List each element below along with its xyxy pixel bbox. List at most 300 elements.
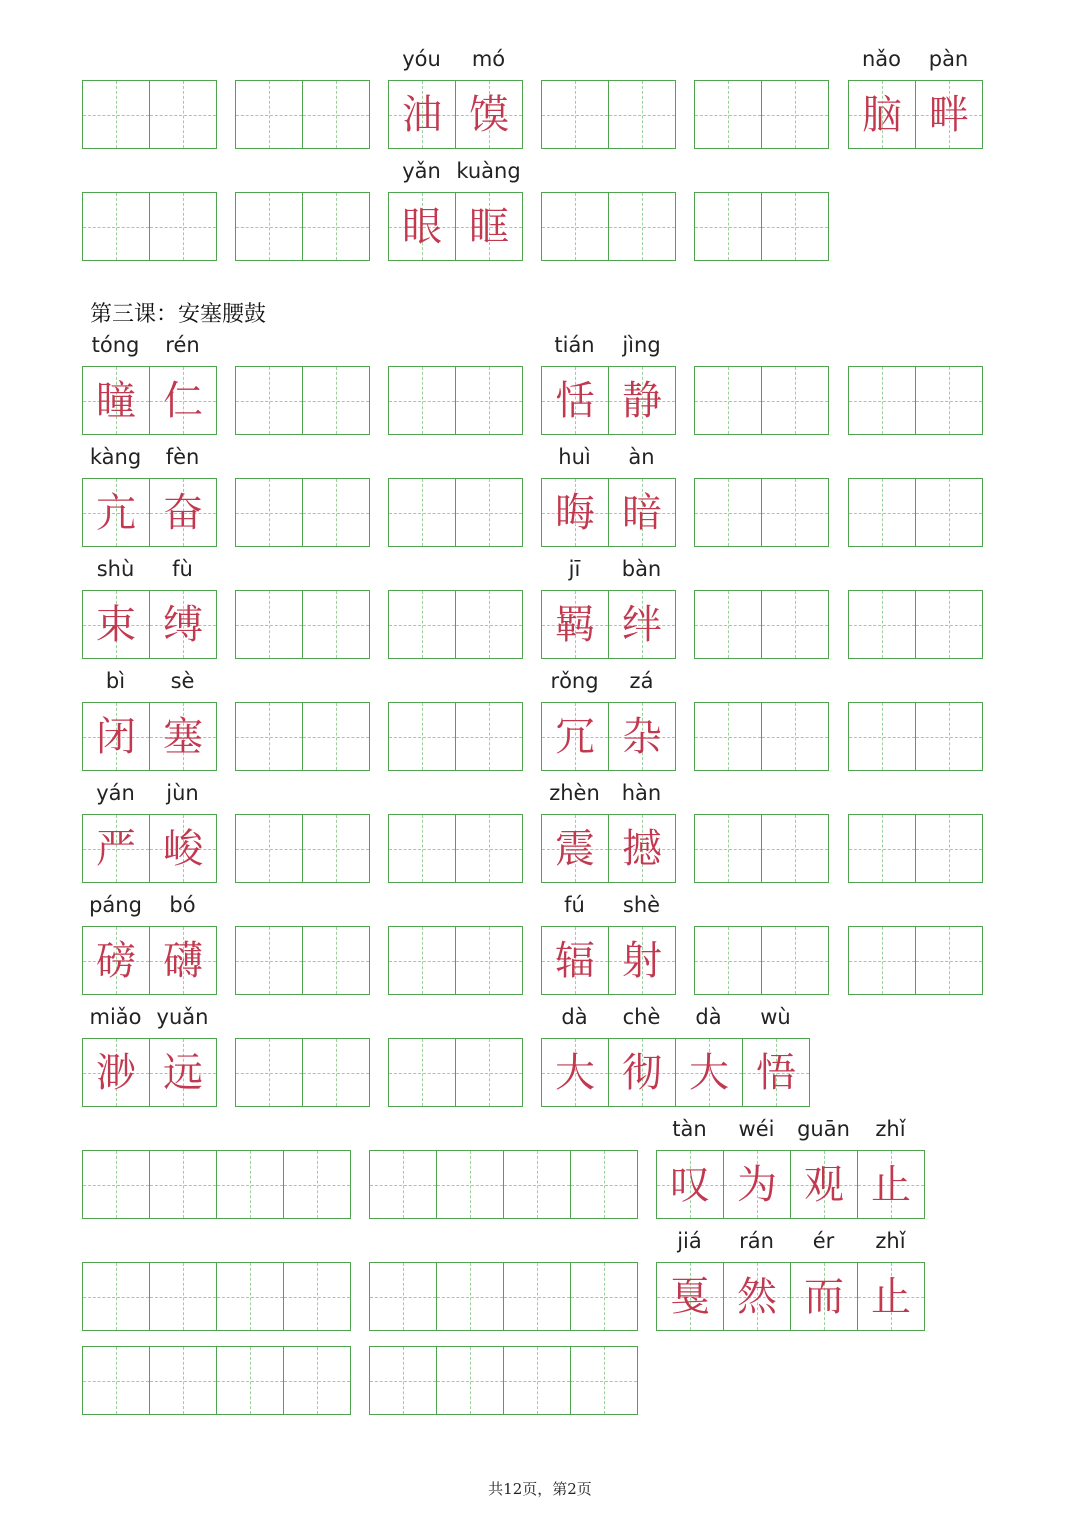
tianzige-cell: [657, 1263, 724, 1330]
blank-tianzige-cell[interactable]: [456, 479, 523, 546]
blank-tianzige-cell[interactable]: [849, 703, 916, 770]
blank-tianzige-cell[interactable]: [916, 927, 983, 994]
tianzige-cell: [456, 193, 523, 260]
blank-tianzige-cell[interactable]: [762, 591, 829, 658]
hanzi-character: 大: [555, 1049, 595, 1096]
hanzi-character: 冗: [555, 713, 595, 760]
blank-practice-grid: [388, 702, 523, 771]
blank-tianzige-cell[interactable]: [762, 367, 829, 434]
tianzige-cell: [609, 703, 676, 770]
blank-tianzige-cell[interactable]: [303, 815, 370, 882]
blank-practice-grid: [694, 80, 829, 149]
blank-practice-grid: [848, 926, 983, 995]
blank-tianzige-cell[interactable]: [437, 1347, 504, 1414]
hanzi-character: 瞳: [96, 377, 136, 424]
hanzi-character: 缚: [163, 601, 203, 648]
tianzige-cell: [389, 193, 456, 260]
blank-tianzige-cell[interactable]: [916, 703, 983, 770]
hanzi-character: 然: [737, 1273, 777, 1320]
blank-tianzige-cell[interactable]: [849, 367, 916, 434]
pinyin-row: [656, 1114, 924, 1144]
blank-tianzige-cell[interactable]: [456, 927, 523, 994]
blank-practice-grid: [388, 814, 523, 883]
tianzige-cell: [83, 815, 150, 882]
pinyin-label: shù: [96, 557, 135, 581]
pinyin-row: [541, 330, 675, 360]
hanzi-character: 止: [871, 1273, 911, 1320]
pinyin-label: miǎo: [89, 1005, 142, 1029]
blank-tianzige-cell[interactable]: [236, 703, 303, 770]
tianzige-cell: [542, 591, 609, 658]
hanzi-character: 叹: [670, 1161, 710, 1208]
blank-practice-grid: [388, 590, 523, 659]
blank-practice-grid: [388, 366, 523, 435]
hanzi-character: 严: [96, 825, 136, 872]
tianzige-cell: [542, 1039, 609, 1106]
pinyin-label: bì: [105, 669, 126, 693]
hanzi-character: 闭: [96, 713, 136, 760]
blank-practice-grid: [235, 366, 370, 435]
blank-tianzige-cell[interactable]: [456, 1039, 523, 1106]
hanzi-character: 馍: [469, 91, 509, 138]
pinyin-label: wù: [760, 1005, 791, 1029]
hanzi-character: 羁: [555, 601, 595, 648]
blank-tianzige-cell[interactable]: [284, 1347, 351, 1414]
tianzige-cell: [858, 1151, 925, 1218]
blank-tianzige-cell[interactable]: [236, 479, 303, 546]
blank-tianzige-cell[interactable]: [150, 1347, 217, 1414]
pinyin-label: páng: [89, 893, 142, 917]
pinyin-label: kàng: [89, 445, 142, 469]
word-grid: [82, 669, 217, 771]
pinyin-label: hàn: [621, 781, 662, 805]
blank-tianzige-cell[interactable]: [571, 1263, 638, 1330]
tianzige-cell: [389, 81, 456, 148]
hanzi-character: 束: [96, 601, 136, 648]
pinyin-label: bàn: [621, 557, 662, 581]
blank-tianzige-cell[interactable]: [504, 1263, 571, 1330]
pinyin-label: sè: [170, 669, 195, 693]
pinyin-label: rǒng: [550, 669, 599, 693]
tianzige-cell: [609, 1039, 676, 1106]
tianzige-cell: [609, 815, 676, 882]
hanzi-character: 止: [871, 1161, 911, 1208]
blank-tianzige-cell[interactable]: [217, 1151, 284, 1218]
hanzi-character: 而: [804, 1273, 844, 1320]
blank-tianzige-cell[interactable]: [695, 479, 762, 546]
pinyin-label: rén: [165, 333, 200, 357]
blank-tianzige-cell[interactable]: [456, 815, 523, 882]
blank-tianzige-cell[interactable]: [762, 193, 829, 260]
blank-practice-grid: [82, 1150, 351, 1219]
pinyin-label: tàn: [672, 1117, 707, 1141]
pinyin-label: wéi: [738, 1117, 775, 1141]
blank-tianzige-cell[interactable]: [370, 1151, 437, 1218]
hanzi-character: 仁: [163, 377, 203, 424]
blank-tianzige-cell[interactable]: [762, 927, 829, 994]
hanzi-character: 震: [555, 825, 595, 872]
pinyin-label: mó: [471, 47, 506, 71]
tianzige-cell: [150, 479, 217, 546]
tianzige-cell: [791, 1263, 858, 1330]
hanzi-character: 悟: [756, 1049, 796, 1096]
blank-tianzige-cell[interactable]: [456, 591, 523, 658]
word-grid: [848, 47, 983, 149]
blank-tianzige-cell[interactable]: [389, 591, 456, 658]
blank-tianzige-cell[interactable]: [571, 1151, 638, 1218]
hanzi-character: 奋: [163, 489, 203, 536]
blank-tianzige-cell[interactable]: [609, 193, 676, 260]
blank-tianzige-cell[interactable]: [303, 703, 370, 770]
pinyin-row: [541, 1002, 809, 1032]
blank-tianzige-cell[interactable]: [849, 927, 916, 994]
blank-practice-grid: [82, 80, 217, 149]
blank-tianzige-cell[interactable]: [236, 1039, 303, 1106]
tianzige-cell: [724, 1151, 791, 1218]
pinyin-label: yán: [96, 781, 135, 805]
blank-practice-grid: [235, 192, 370, 261]
pinyin-row: [82, 778, 216, 808]
hanzi-character: 晦: [555, 489, 595, 536]
pinyin-row: [848, 44, 982, 74]
pinyin-row: [541, 442, 675, 472]
blank-tianzige-cell[interactable]: [849, 815, 916, 882]
hanzi-character: 绊: [622, 601, 662, 648]
blank-tianzige-cell[interactable]: [542, 81, 609, 148]
tianzige-cell: [724, 1263, 791, 1330]
blank-tianzige-cell[interactable]: [542, 193, 609, 260]
blank-tianzige-cell[interactable]: [150, 1263, 217, 1330]
blank-tianzige-cell[interactable]: [762, 815, 829, 882]
tianzige-cell: [150, 703, 217, 770]
blank-practice-grid: [848, 478, 983, 547]
word-grid: [541, 557, 676, 659]
blank-tianzige-cell[interactable]: [389, 367, 456, 434]
tianzige-cell: [83, 1039, 150, 1106]
hanzi-character: 眼: [402, 203, 442, 250]
blank-practice-grid: [369, 1346, 638, 1415]
blank-tianzige-cell[interactable]: [236, 193, 303, 260]
pinyin-row: [82, 442, 216, 472]
tianzige-cell: [743, 1039, 810, 1106]
hanzi-character: 畔: [929, 91, 969, 138]
tianzige-cell: [150, 927, 217, 994]
pinyin-label: chè: [622, 1005, 661, 1029]
blank-tianzige-cell[interactable]: [916, 367, 983, 434]
blank-tianzige-cell[interactable]: [456, 703, 523, 770]
tianzige-cell: [849, 81, 916, 148]
pinyin-label: dà: [561, 1005, 588, 1029]
tianzige-cell: [83, 703, 150, 770]
hanzi-character: 彻: [622, 1049, 662, 1096]
blank-tianzige-cell[interactable]: [150, 1151, 217, 1218]
blank-tianzige-cell[interactable]: [284, 1151, 351, 1218]
pinyin-row: [82, 1002, 216, 1032]
blank-tianzige-cell[interactable]: [303, 927, 370, 994]
hanzi-character: 油: [402, 91, 442, 138]
pinyin-label: fù: [172, 557, 193, 581]
hanzi-character: 亢: [96, 489, 136, 536]
tianzige-cell: [150, 367, 217, 434]
tianzige-cell: [609, 591, 676, 658]
tianzige-cell: [542, 703, 609, 770]
pinyin-row: [541, 890, 675, 920]
tianzige-cell: [542, 927, 609, 994]
blank-tianzige-cell[interactable]: [695, 927, 762, 994]
pinyin-label: tián: [554, 333, 595, 357]
hanzi-character: 峻: [163, 825, 203, 872]
blank-practice-grid: [82, 1346, 351, 1415]
blank-practice-grid: [235, 814, 370, 883]
pinyin-label: zhèn: [549, 781, 600, 805]
blank-tianzige-cell[interactable]: [150, 81, 217, 148]
pinyin-label: ér: [812, 1229, 835, 1253]
pinyin-row: [541, 666, 675, 696]
pinyin-label: tóng: [91, 333, 140, 357]
pinyin-label: kuàng: [456, 159, 521, 183]
pinyin-label: fèn: [165, 445, 200, 469]
pinyin-row: [388, 44, 522, 74]
hanzi-character: 大: [689, 1049, 729, 1096]
blank-practice-grid: [235, 926, 370, 995]
hanzi-character: 礴: [163, 937, 203, 984]
tianzige-cell: [83, 927, 150, 994]
hanzi-character: 暗: [622, 489, 662, 536]
blank-tianzige-cell[interactable]: [504, 1347, 571, 1414]
blank-tianzige-cell[interactable]: [762, 479, 829, 546]
blank-tianzige-cell[interactable]: [456, 367, 523, 434]
blank-practice-grid: [82, 1262, 351, 1331]
pinyin-row: [541, 554, 675, 584]
page-footer: 共12页，第2页: [488, 1480, 592, 1498]
word-grid: [388, 47, 523, 149]
hanzi-character: 眶: [469, 203, 509, 250]
blank-tianzige-cell[interactable]: [83, 1151, 150, 1218]
blank-tianzige-cell[interactable]: [849, 591, 916, 658]
blank-practice-grid: [694, 926, 829, 995]
pinyin-label: yuǎn: [156, 1005, 209, 1029]
blank-tianzige-cell[interactable]: [370, 1263, 437, 1330]
word-grid: [388, 159, 523, 261]
tianzige-cell: [83, 591, 150, 658]
hanzi-character: 塞: [163, 713, 203, 760]
hanzi-character: 恬: [555, 377, 595, 424]
blank-tianzige-cell[interactable]: [695, 193, 762, 260]
blank-tianzige-cell[interactable]: [389, 479, 456, 546]
pinyin-row: [541, 778, 675, 808]
word-grid: [82, 1005, 217, 1107]
blank-tianzige-cell[interactable]: [83, 193, 150, 260]
tianzige-cell: [542, 815, 609, 882]
blank-practice-grid: [848, 590, 983, 659]
word-grid: [541, 893, 676, 995]
blank-practice-grid: [541, 80, 676, 149]
word-grid: [541, 781, 676, 883]
tianzige-cell: [83, 367, 150, 434]
pinyin-label: huì: [558, 445, 591, 469]
pinyin-label: jùn: [166, 781, 199, 805]
blank-practice-grid: [388, 478, 523, 547]
pinyin-label: yǎn: [402, 159, 441, 183]
blank-tianzige-cell[interactable]: [437, 1151, 504, 1218]
blank-tianzige-cell[interactable]: [762, 703, 829, 770]
blank-tianzige-cell[interactable]: [389, 927, 456, 994]
tianzige-cell: [542, 479, 609, 546]
blank-practice-grid: [82, 192, 217, 261]
pinyin-label: dà: [695, 1005, 722, 1029]
blank-tianzige-cell[interactable]: [236, 927, 303, 994]
tianzige-cell: [858, 1263, 925, 1330]
word-grid: [82, 557, 217, 659]
blank-tianzige-cell[interactable]: [236, 367, 303, 434]
blank-tianzige-cell[interactable]: [916, 591, 983, 658]
pinyin-label: yóu: [402, 47, 441, 71]
blank-tianzige-cell[interactable]: [916, 479, 983, 546]
hanzi-character: 脑: [862, 91, 902, 138]
blank-tianzige-cell[interactable]: [695, 367, 762, 434]
tianzige-cell: [83, 479, 150, 546]
blank-practice-grid: [541, 192, 676, 261]
word-grid: [541, 1005, 810, 1107]
tianzige-cell: [791, 1151, 858, 1218]
blank-tianzige-cell[interactable]: [762, 81, 829, 148]
blank-practice-grid: [694, 192, 829, 261]
pinyin-label: zhǐ: [875, 1117, 906, 1141]
blank-tianzige-cell[interactable]: [389, 815, 456, 882]
blank-tianzige-cell[interactable]: [504, 1151, 571, 1218]
blank-tianzige-cell[interactable]: [303, 591, 370, 658]
blank-tianzige-cell[interactable]: [236, 815, 303, 882]
blank-practice-grid: [848, 366, 983, 435]
blank-tianzige-cell[interactable]: [695, 703, 762, 770]
blank-practice-grid: [848, 702, 983, 771]
pinyin-label: shè: [622, 893, 661, 917]
blank-practice-grid: [235, 590, 370, 659]
pinyin-label: zhǐ: [875, 1229, 906, 1253]
blank-tianzige-cell[interactable]: [83, 1263, 150, 1330]
blank-practice-grid: [235, 478, 370, 547]
word-grid: [82, 333, 217, 435]
hanzi-character: 辐: [555, 937, 595, 984]
pinyin-row: [656, 1226, 924, 1256]
pinyin-row: [82, 890, 216, 920]
pinyin-label: jī: [568, 557, 581, 581]
blank-tianzige-cell[interactable]: [236, 81, 303, 148]
hanzi-character: 观: [804, 1161, 844, 1208]
blank-tianzige-cell[interactable]: [217, 1263, 284, 1330]
tianzige-cell: [676, 1039, 743, 1106]
word-grid: [656, 1117, 925, 1219]
word-grid: [541, 333, 676, 435]
hanzi-character: 静: [622, 377, 662, 424]
blank-tianzige-cell[interactable]: [150, 193, 217, 260]
blank-tianzige-cell[interactable]: [83, 1347, 150, 1414]
blank-tianzige-cell[interactable]: [695, 815, 762, 882]
blank-practice-grid: [694, 590, 829, 659]
tianzige-cell: [657, 1151, 724, 1218]
pinyin-label: jìng: [622, 333, 661, 357]
hanzi-character: 射: [622, 937, 662, 984]
blank-tianzige-cell[interactable]: [437, 1263, 504, 1330]
blank-tianzige-cell[interactable]: [303, 367, 370, 434]
blank-practice-grid: [235, 80, 370, 149]
pinyin-label: fú: [564, 893, 585, 917]
pinyin-label: pàn: [928, 47, 969, 71]
blank-tianzige-cell[interactable]: [389, 703, 456, 770]
blank-practice-grid: [369, 1150, 638, 1219]
blank-tianzige-cell[interactable]: [849, 479, 916, 546]
blank-tianzige-cell[interactable]: [571, 1347, 638, 1414]
tianzige-cell: [150, 591, 217, 658]
hanzi-character: 戛: [670, 1273, 710, 1320]
blank-practice-grid: [388, 926, 523, 995]
pinyin-row: [388, 156, 522, 186]
word-grid: [82, 893, 217, 995]
pinyin-label: zá: [629, 669, 654, 693]
blank-tianzige-cell[interactable]: [303, 1039, 370, 1106]
tianzige-cell: [150, 1039, 217, 1106]
blank-practice-grid: [388, 1038, 523, 1107]
pinyin-row: [82, 554, 216, 584]
pinyin-label: jiá: [677, 1229, 702, 1253]
tianzige-cell: [609, 479, 676, 546]
word-grid: [82, 781, 217, 883]
blank-tianzige-cell[interactable]: [695, 81, 762, 148]
pinyin-label: rán: [739, 1229, 774, 1253]
hanzi-character: 渺: [96, 1049, 136, 1096]
blank-practice-grid: [694, 814, 829, 883]
blank-practice-grid: [369, 1262, 638, 1331]
blank-practice-grid: [694, 366, 829, 435]
pinyin-label: bó: [169, 893, 196, 917]
pinyin-label: àn: [628, 445, 655, 469]
blank-tianzige-cell[interactable]: [217, 1347, 284, 1414]
tianzige-cell: [542, 367, 609, 434]
blank-tianzige-cell[interactable]: [389, 1039, 456, 1106]
blank-practice-grid: [848, 814, 983, 883]
pinyin-label: nǎo: [861, 47, 902, 71]
tianzige-cell: [916, 81, 983, 148]
blank-tianzige-cell[interactable]: [609, 81, 676, 148]
blank-tianzige-cell[interactable]: [284, 1263, 351, 1330]
blank-tianzige-cell[interactable]: [303, 193, 370, 260]
blank-tianzige-cell[interactable]: [303, 479, 370, 546]
tianzige-cell: [456, 81, 523, 148]
hanzi-character: 撼: [622, 825, 662, 872]
blank-practice-grid: [235, 1038, 370, 1107]
word-grid: [656, 1229, 925, 1331]
blank-tianzige-cell[interactable]: [303, 81, 370, 148]
tianzige-cell: [609, 927, 676, 994]
hanzi-character: 为: [737, 1161, 777, 1208]
blank-practice-grid: [235, 702, 370, 771]
word-grid: [82, 445, 217, 547]
blank-tianzige-cell[interactable]: [370, 1347, 437, 1414]
blank-practice-grid: [694, 478, 829, 547]
blank-tianzige-cell[interactable]: [695, 591, 762, 658]
pinyin-row: [82, 330, 216, 360]
hanzi-character: 远: [163, 1049, 203, 1096]
hanzi-character: 杂: [622, 713, 662, 760]
blank-tianzige-cell[interactable]: [916, 815, 983, 882]
blank-tianzige-cell[interactable]: [83, 81, 150, 148]
lesson-heading: 第三课：安塞腰鼓: [90, 302, 267, 327]
word-grid: [541, 445, 676, 547]
tianzige-cell: [150, 815, 217, 882]
hanzi-character: 磅: [96, 937, 136, 984]
blank-tianzige-cell[interactable]: [236, 591, 303, 658]
pinyin-row: [82, 666, 216, 696]
